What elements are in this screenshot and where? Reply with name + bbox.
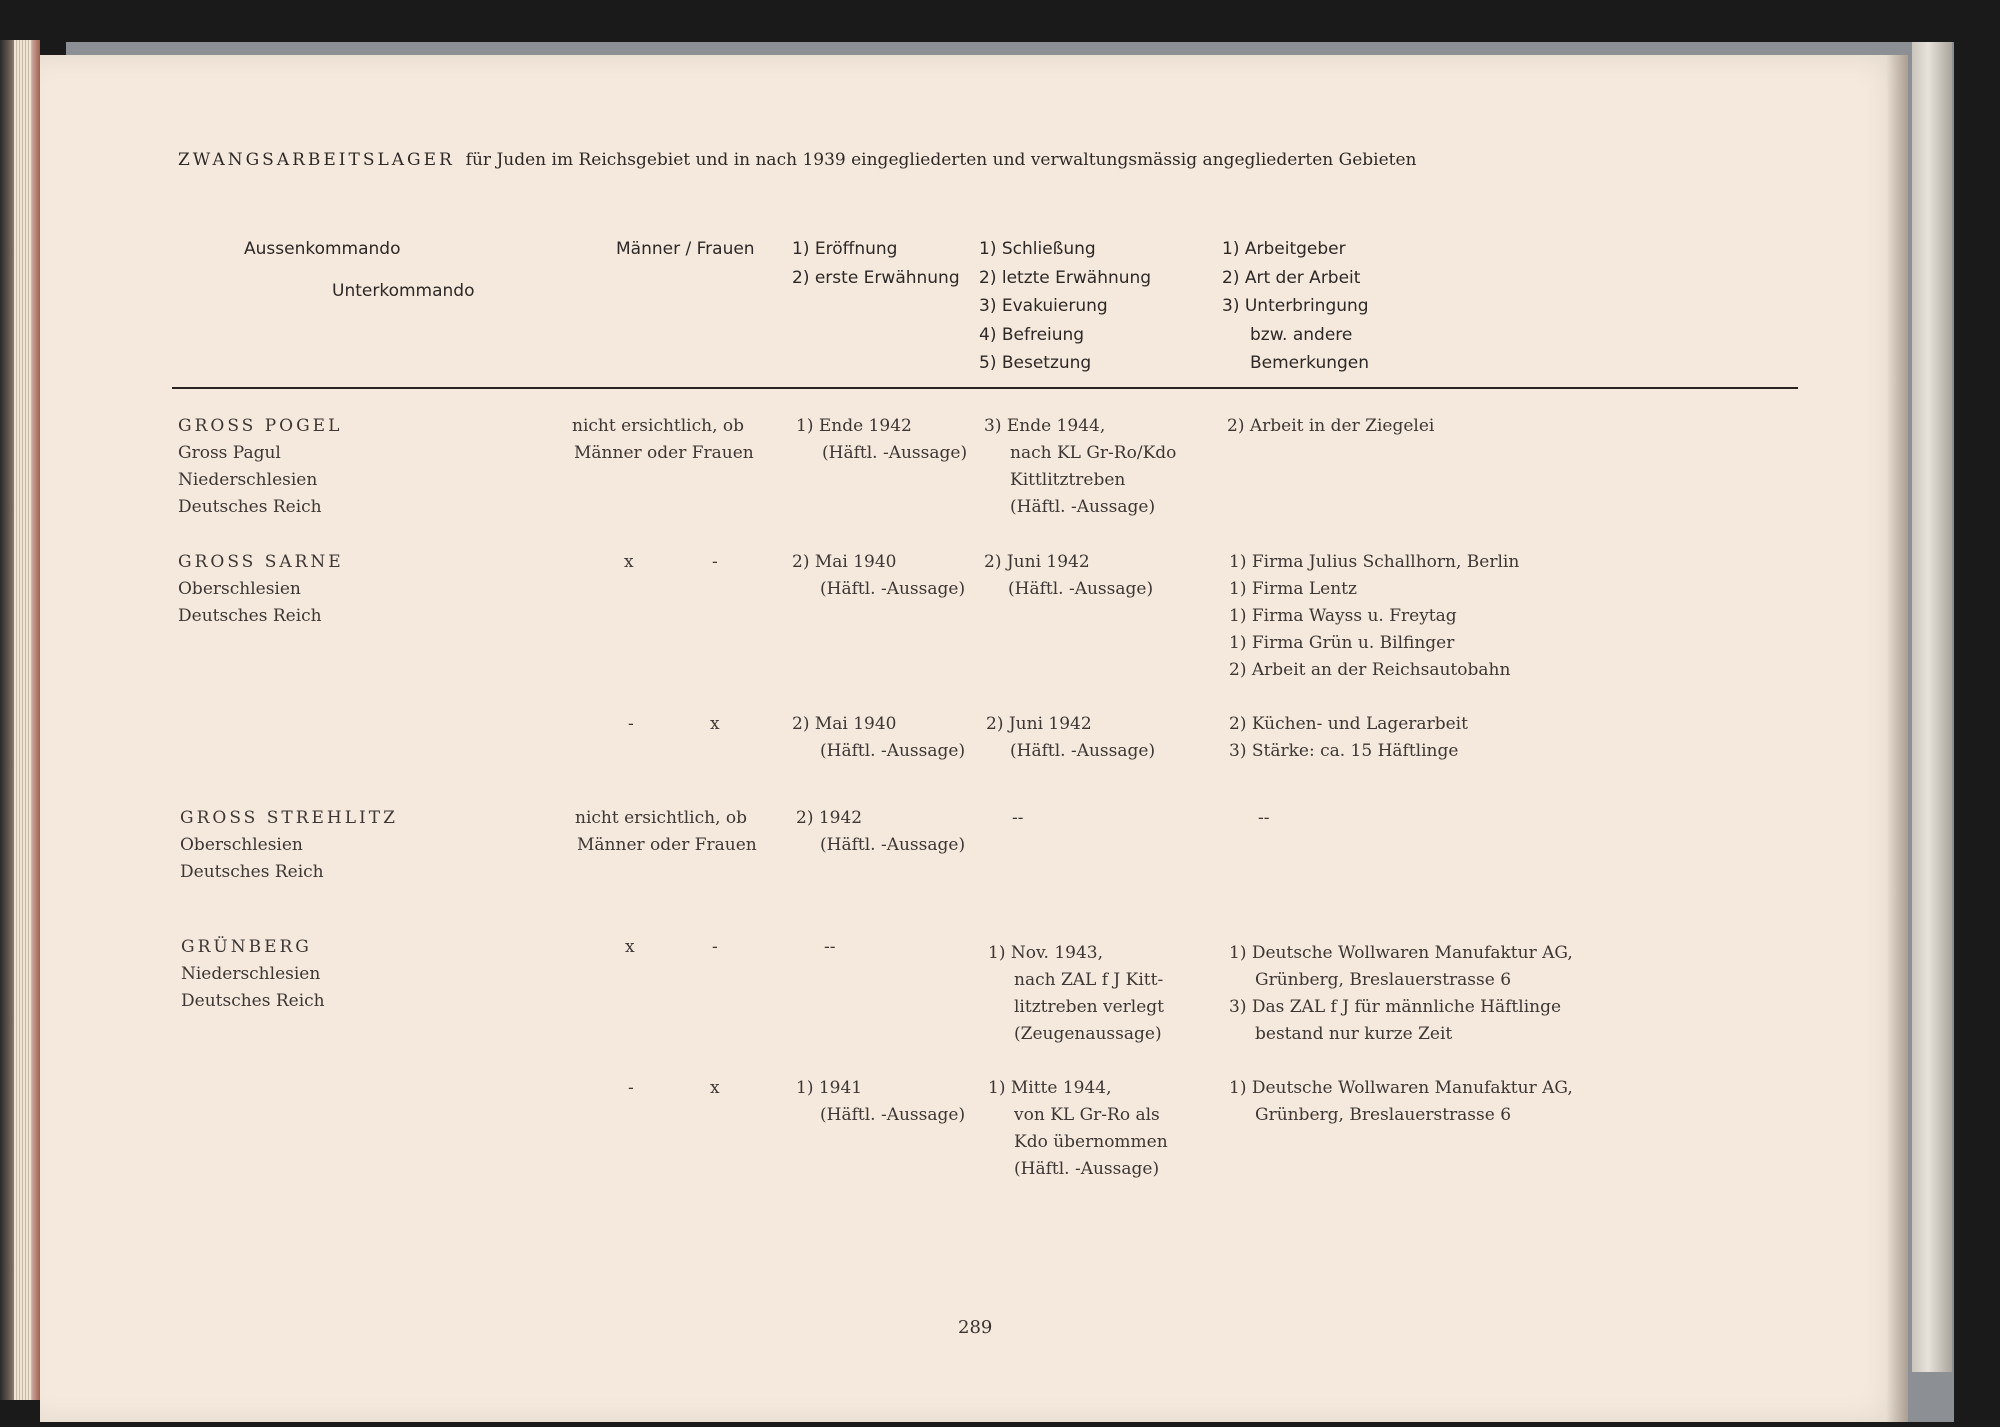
remark-line-3: 3) Das ZAL f J für männliche Häftlinge: [1229, 997, 1562, 1017]
entry-gruenberg-place: [181, 934, 325, 1015]
entry-gruenberg-women-sex-f: x: [710, 1078, 720, 1098]
entry-gross-pogel-close: [984, 413, 1176, 521]
place-country: Deutsches Reich: [178, 606, 322, 626]
page-title: [178, 150, 1417, 170]
entry-gross-strehlitz-sex: [575, 805, 757, 859]
header-rule: [172, 387, 1798, 389]
col-arbeitgeber-1: 1) Arbeitgeber: [1222, 239, 1346, 259]
col-schliessung-2: 2) letzte Erwähnung: [979, 267, 1152, 288]
book-case-right-edge: [1912, 42, 1952, 1372]
close-line-2: nach KL Gr-Ro/Kdo: [1010, 443, 1177, 463]
open-line-1: 1) Ende 1942: [796, 416, 912, 436]
entry-gross-pogel-place: [178, 413, 342, 521]
close-line-1: 2) Juni 1942: [986, 714, 1092, 734]
remark-line-2: Grünberg, Breslauerstrasse 6: [1255, 970, 1512, 990]
entry-gross-sarne-close: [984, 549, 1153, 603]
col-schliessung-4: 4) Befreiung: [979, 324, 1085, 345]
close-line-2: von KL Gr-Ro als: [1014, 1105, 1160, 1125]
entry-gross-sarne-open: [792, 549, 965, 603]
close-line-3: Kdo übernommen: [1014, 1132, 1168, 1152]
page-shadow: [1886, 55, 1908, 1422]
open-line-2: (Häftl. -Aussage): [820, 835, 966, 855]
open-line-2: (Häftl. -Aussage): [820, 741, 966, 761]
remark-line-1: 1) Deutsche Wollwaren Manufaktur AG,: [1229, 1078, 1573, 1098]
col-schliessung: [979, 235, 1151, 378]
entry-gross-sarne-women-sex-f: x: [710, 714, 720, 734]
place-region: Niederschlesien: [178, 470, 318, 490]
open-line-2: (Häftl. -Aussage): [822, 443, 968, 463]
remark-line-3: 1) Firma Wayss u. Freytag: [1229, 606, 1457, 626]
close-line-2: (Häftl. -Aussage): [1010, 741, 1156, 761]
entry-gruenberg-women-close: [988, 1075, 1168, 1183]
sex-line-2: Männer oder Frauen: [574, 443, 754, 463]
entry-gruenberg-sex-m: x: [625, 937, 635, 957]
open-line-2: (Häftl. -Aussage): [820, 1105, 966, 1125]
col-eroeffnung-2: 2) erste Erwähnung: [792, 267, 960, 288]
place-name: GROSS STREHLITZ: [180, 808, 398, 828]
place-country: Deutsches Reich: [181, 991, 325, 1011]
place-name: GROSS SARNE: [178, 552, 344, 572]
sex-line-1: nicht ersichtlich, ob: [572, 416, 745, 436]
col-arbeitgeber-5: Bemerkungen: [1250, 353, 1370, 373]
entry-gross-sarne-women-close: [986, 711, 1155, 765]
close-line-1: 3) Ende 1944,: [984, 416, 1106, 436]
entry-gross-sarne-women-open: [792, 711, 965, 765]
entry-gross-pogel-remarks: [1227, 413, 1434, 440]
close-line-3: litztreben verlegt: [1014, 997, 1164, 1017]
col-eroeffnung: [792, 235, 960, 292]
remark-line-1: 1) Deutsche Wollwaren Manufaktur AG,: [1229, 943, 1573, 963]
entry-gross-strehlitz-place: [180, 805, 398, 886]
close-line-2: nach ZAL f J Kitt-: [1014, 970, 1164, 990]
close-line-4: (Zeugenaussage): [1014, 1024, 1162, 1044]
remark-line-1: 2) Küchen- und Lagerarbeit: [1229, 714, 1468, 734]
sex-line-1: nicht ersichtlich, ob: [575, 808, 748, 828]
remark-line-1: 1) Firma Julius Schallhorn, Berlin: [1229, 552, 1520, 572]
open-line-1: 1) 1941: [796, 1078, 863, 1098]
col-aussenkommando: Aussenkommando: [244, 239, 401, 259]
entry-gross-sarne-women-sex-m: -: [628, 714, 634, 734]
col-maenner-frauen: Männer / Frauen: [616, 239, 755, 259]
place-region: Oberschlesien: [180, 835, 303, 855]
title-rest: für Juden im Reichsgebiet und in nach 1939 eingegliederten und verwaltungsmässig angegliederten Gebieten: [465, 150, 1417, 170]
place-alt-name: Gross Pagul: [178, 443, 281, 463]
col-arbeitgeber-4: bzw. andere: [1250, 324, 1353, 345]
remark-line-2: 3) Stärke: ca. 15 Häftlinge: [1229, 741, 1459, 761]
place-country: Deutsches Reich: [178, 497, 322, 517]
sex-line-2: Männer oder Frauen: [577, 835, 757, 855]
entry-gross-sarne-sex-f: -: [712, 552, 718, 572]
close-line-1: 1) Nov. 1943,: [988, 943, 1104, 963]
entry-gruenberg-women-open: [796, 1075, 965, 1129]
close-line-3: Kittlitztreben: [1010, 470, 1126, 490]
close-line-1: 1) Mitte 1944,: [988, 1078, 1112, 1098]
entry-gross-strehlitz-open: [796, 805, 965, 859]
place-country: Deutsches Reich: [180, 862, 324, 882]
entry-gruenberg-remarks: [1229, 940, 1573, 1048]
entry-gross-sarne-remarks: [1229, 549, 1519, 684]
entry-gruenberg-sex-f: -: [712, 937, 718, 957]
entry-gruenberg-open: --: [824, 937, 836, 957]
entry-gross-pogel-sex: [572, 413, 754, 467]
remark-line-4: bestand nur kurze Zeit: [1255, 1024, 1453, 1044]
open-line-1: 2) Mai 1940: [792, 714, 897, 734]
col-schliessung-1: 1) Schließung: [979, 239, 1096, 259]
entry-gross-strehlitz-remarks: --: [1258, 808, 1270, 828]
remark-line-2: 1) Firma Lentz: [1229, 579, 1357, 599]
entry-gruenberg-women-sex-m: -: [628, 1078, 634, 1098]
col-arbeitgeber-2: 2) Art der Arbeit: [1222, 267, 1361, 288]
col-schliessung-5: 5) Besetzung: [979, 353, 1092, 373]
col-arbeitgeber-3: 3) Unterbringung: [1222, 296, 1369, 316]
remark-line-4: 1) Firma Grün u. Bilfinger: [1229, 633, 1455, 653]
open-line-1: 2) Mai 1940: [792, 552, 897, 572]
col-schliessung-3: 3) Evakuierung: [979, 296, 1108, 316]
col-unterkommando: Unterkommando: [332, 281, 475, 301]
place-name: GRÜNBERG: [181, 937, 312, 957]
remark-line-2: Grünberg, Breslauerstrasse 6: [1255, 1105, 1512, 1125]
place-name: GROSS POGEL: [178, 416, 343, 436]
remark-line-5: 2) Arbeit an der Reichsautobahn: [1229, 660, 1511, 680]
entry-gross-sarne-place: [178, 549, 344, 630]
close-line-2: (Häftl. -Aussage): [1008, 579, 1154, 599]
page-number: 289: [958, 1317, 993, 1338]
book-page: [40, 55, 1908, 1422]
entry-gruenberg-women-remarks: [1229, 1075, 1573, 1129]
entry-gross-pogel-open: [796, 413, 967, 467]
place-region: Niederschlesien: [181, 964, 321, 984]
close-line-1: 2) Juni 1942: [984, 552, 1090, 572]
place-region: Oberschlesien: [178, 579, 301, 599]
entry-gross-sarne-sex-m: x: [624, 552, 634, 572]
book-page-edges: [14, 40, 32, 1400]
entry-gruenberg-close: [988, 940, 1164, 1048]
col-arbeitgeber: [1222, 235, 1369, 378]
remark-line-1: 2) Arbeit in der Ziegelei: [1227, 416, 1435, 436]
col-eroeffnung-1: 1) Eröffnung: [792, 239, 898, 259]
entry-gross-strehlitz-close: --: [1012, 808, 1024, 828]
close-line-4: (Häftl. -Aussage): [1014, 1159, 1160, 1179]
entry-gross-sarne-women-remarks: [1229, 711, 1468, 765]
open-line-1: 2) 1942: [796, 808, 863, 828]
title-caps: ZWANGSARBEITSLAGER: [178, 150, 455, 170]
open-line-2: (Häftl. -Aussage): [820, 579, 966, 599]
close-line-4: (Häftl. -Aussage): [1010, 497, 1156, 517]
